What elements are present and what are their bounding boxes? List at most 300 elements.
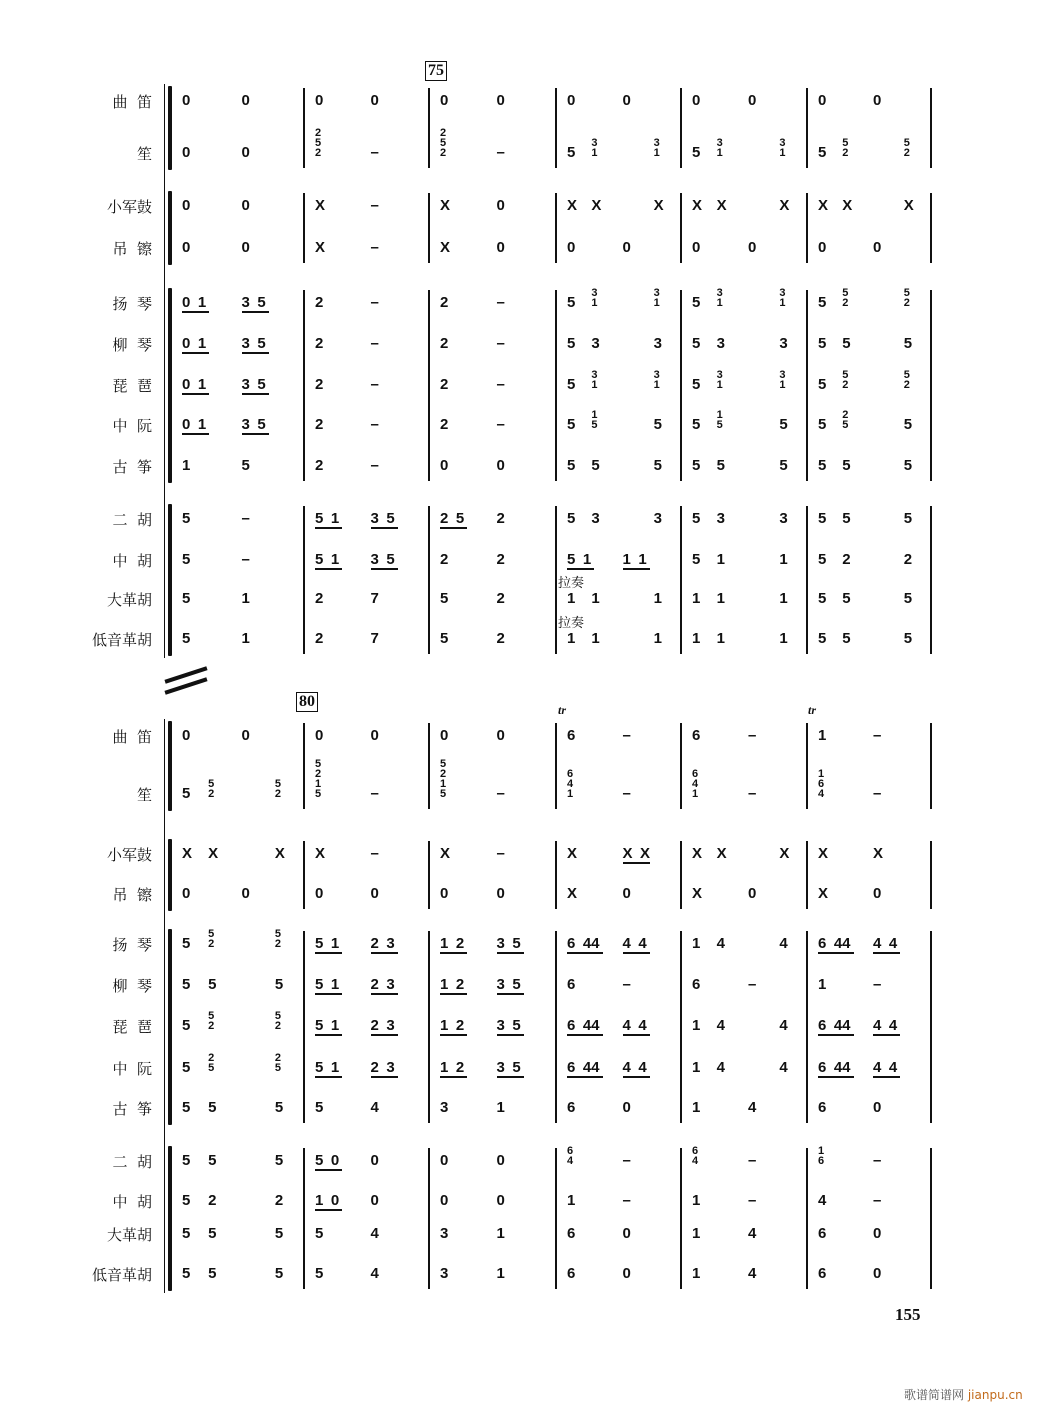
note: 5 [692,457,701,474]
chord-note: 1 [591,147,598,159]
chord-note: 6 [567,768,574,780]
note: – [622,785,631,802]
note: 2 [496,630,505,647]
note: 0 [370,1152,379,1169]
chord-note: 2 [842,409,849,421]
note: 1 [653,630,662,647]
instrument-label: 吊 镲 [112,886,152,904]
barline [428,931,430,1123]
note: 0 [748,885,757,902]
instrument-label: 古 筝 [112,1100,152,1118]
note: 0 [440,1152,449,1169]
beam [315,1209,342,1211]
instrument-label: 二 胡 [112,1153,152,1171]
beam [182,311,209,313]
group-bracket [168,86,172,170]
barline [930,290,932,481]
note: 5 [692,510,701,527]
note: 1 [182,457,191,474]
note: 5 [182,785,191,802]
note: 5 [182,590,191,607]
note: X [315,845,326,862]
note: 6 [692,727,701,744]
note: 6 [567,1265,576,1282]
note: 6 [567,976,576,993]
beam [182,433,209,435]
note: 0 [440,457,449,474]
beam [440,1076,467,1078]
beam [623,952,650,954]
note: 0 [182,92,191,109]
note: 5 [779,416,788,433]
chord-note: 1 [440,778,447,790]
note: 4 4 [622,1017,647,1034]
note: 6 44 [818,935,851,952]
barline [303,193,305,263]
note: 5 [567,510,576,527]
system-brace [164,84,165,658]
instrument-label: 笙 [136,145,152,163]
note: X [567,885,578,902]
beam [567,1034,603,1036]
note: 1 [779,551,788,568]
note: 0 [241,239,250,256]
barline [930,723,932,809]
barline [930,506,932,654]
note: X [692,885,703,902]
note: 3 [591,510,600,527]
chord-note: 2 [208,788,215,800]
barline [428,506,430,654]
note: 5 1 [315,510,340,527]
note: – [496,294,505,311]
instrument-label: 笙 [136,786,152,804]
chord-note: 5 [440,758,447,770]
beam [440,527,467,529]
note: 0 [748,92,757,109]
note: 0 [241,144,250,161]
note: 5 [818,416,827,433]
trill-mark: tr [558,703,567,717]
note: 3 5 [241,335,266,352]
note: 1 1 [622,551,647,568]
beam [567,952,603,954]
chord-note: 3 [716,287,723,299]
system-brace [164,719,165,1293]
note: 2 [274,1192,284,1209]
note: – [622,727,631,744]
barline [930,931,932,1123]
note: 0 [496,239,505,256]
note: – [241,551,250,568]
barline [680,931,682,1123]
note: 5 [274,976,284,993]
group-bracket [168,721,172,811]
note: X [653,197,664,214]
note: 3 [440,1099,449,1116]
note: – [370,845,379,862]
beam [315,993,342,995]
chord-note: 6 [692,1145,699,1157]
note: 1 [692,1265,701,1282]
barline [555,1148,557,1289]
watermark [904,1386,1023,1403]
chord-note: 4 [818,788,825,800]
note: X [818,885,829,902]
beam [182,352,209,354]
barline [930,841,932,909]
note: 1 [241,630,250,647]
barline [806,506,808,654]
note: 5 [818,590,827,607]
note: 0 [182,885,191,902]
note: 1 [692,1099,701,1116]
note: 5 [692,376,701,393]
instrument-label: 曲 笛 [112,93,152,111]
note: 2 [496,510,505,527]
instrument-label: 曲 笛 [112,728,152,746]
barline [555,931,557,1123]
note: – [748,976,757,993]
chord-note: 5 [591,419,598,431]
note: – [370,294,379,311]
note: – [748,785,757,802]
note: X [779,845,790,862]
note: X [779,197,790,214]
beam [315,952,342,954]
note: 4 [716,935,725,952]
note: 5 [653,416,662,433]
note: 5 [440,630,449,647]
note: X [440,197,451,214]
note: 6 [692,976,701,993]
note: – [496,416,505,433]
barline [680,723,682,809]
barline [303,1148,305,1289]
note: 0 [873,239,882,256]
note: 5 [182,1225,191,1242]
note: 0 [440,727,449,744]
note: 5 1 [315,976,340,993]
note: 5 [182,1265,191,1282]
note: 5 [182,1059,191,1076]
chord-note: 1 [653,147,660,159]
chord-note: 1 [716,297,723,309]
instrument-label: 古 筝 [112,458,152,476]
note: 5 [818,144,827,161]
chord-note: 3 [653,137,660,149]
barline [806,1148,808,1289]
chord-note: 6 [692,768,699,780]
chord-note: 1 [818,768,825,780]
barline [680,506,682,654]
note: 1 0 [315,1192,340,1209]
group-bracket [168,288,172,483]
chord-note: 3 [779,137,786,149]
note: 1 [567,590,576,607]
instrument-label: 吊 镲 [112,240,152,258]
chord-note: 1 [653,297,660,309]
chord-note: 1 [653,379,660,391]
note: 4 [716,1059,725,1076]
beam [623,568,650,570]
note: 5 [842,457,851,474]
note: 2 [440,294,449,311]
note: 2 [440,335,449,352]
note: 5 [241,457,250,474]
note: 4 [779,1059,788,1076]
note: 4 4 [873,935,898,952]
note: – [370,376,379,393]
note: – [241,510,250,527]
note: 7 [370,590,379,607]
note: 1 2 [440,1017,465,1034]
note: 5 [208,1099,217,1116]
chord-note: 1 [779,147,786,159]
note: 5 1 [315,935,340,952]
note: 5 [182,1152,191,1169]
note: 0 [496,1152,505,1169]
note: 0 [241,92,250,109]
chord-note: 2 [315,147,322,159]
note: 5 [692,416,701,433]
barline [555,506,557,654]
note: X [208,845,219,862]
note: – [622,976,631,993]
note: 3 [591,335,600,352]
note: 0 1 [182,294,207,311]
chord-note: 2 [274,1020,281,1032]
note: 2 [315,457,324,474]
note: 5 [208,1265,217,1282]
trill-mark: tr [808,703,817,717]
note: 0 [241,885,250,902]
note: 0 [622,92,631,109]
note: 3 5 [496,976,521,993]
beam [315,1169,342,1171]
instrument-label: 柳 琴 [112,336,152,354]
note: 4 [779,935,788,952]
note: X [716,197,727,214]
note: 1 [591,630,600,647]
group-bracket [168,191,172,265]
note: – [496,144,505,161]
note: 0 [567,92,576,109]
chord-note: 3 [591,369,598,381]
chord-note: 2 [440,768,447,780]
note: 3 5 [370,510,395,527]
instrument-label: 中 胡 [112,1193,152,1211]
note: 1 [818,727,827,744]
beam [242,393,269,395]
note: 1 [692,1225,701,1242]
note: 5 [567,144,576,161]
note: 2 [315,294,324,311]
chord-note: 3 [653,369,660,381]
chord-note: 5 [903,287,910,299]
note: 3 5 [370,551,395,568]
note: 6 44 [567,1059,600,1076]
bowing-annotation: 拉奏 [558,616,585,631]
beam [371,952,398,954]
note: 5 [818,551,827,568]
barline [806,193,808,263]
note: 0 [241,727,250,744]
barline [428,88,430,168]
note: 0 1 [182,335,207,352]
chord-note: 5 [208,1010,215,1022]
chord-note: 5 [315,758,322,770]
note: X [591,197,602,214]
note: 0 [873,92,882,109]
barline [555,290,557,481]
note: 1 2 [440,935,465,952]
note: 1 [496,1265,505,1282]
beam [315,568,342,570]
note: 5 [440,590,449,607]
chord-note: 1 [779,297,786,309]
barline [303,88,305,168]
note: 5 [716,457,725,474]
note: 3 [716,335,725,352]
note: 5 [842,590,851,607]
chord-note: 2 [208,938,215,950]
chord-note: 3 [779,287,786,299]
note: 5 [903,457,913,474]
chord-note: 2 [842,147,849,159]
note: 2 [440,416,449,433]
chord-note: 5 [274,778,281,790]
note: 0 [622,885,631,902]
note: X [440,239,451,256]
chord-note: 1 [779,379,786,391]
beam [623,1076,650,1078]
chord-note: 5 [842,369,849,381]
note: 4 [818,1192,827,1209]
note: 0 [748,239,757,256]
note: X [440,845,451,862]
note: 0 [818,239,827,256]
instrument-label: 二 胡 [112,511,152,529]
barline [680,290,682,481]
note: 4 [370,1099,379,1116]
note: X X [622,845,651,862]
barline [930,88,932,168]
instrument-label: 琵 琶 [112,1018,152,1036]
note: 5 [818,457,827,474]
note: 0 [567,239,576,256]
chord-note: 2 [208,1020,215,1032]
barline [428,723,430,809]
beam [818,1076,854,1078]
chord-note: 4 [567,1155,574,1167]
note: 2 3 [370,1059,395,1076]
note: – [496,785,505,802]
chord-note: 4 [692,778,699,790]
note: 5 [208,1225,217,1242]
chord-note: 5 [440,788,447,800]
note: 2 5 [440,510,465,527]
chord-note: 1 [591,409,598,421]
note: 0 [622,239,631,256]
note: 4 [748,1099,757,1116]
note: 5 [567,376,576,393]
note: 5 [315,1225,324,1242]
chord-note: 5 [842,287,849,299]
note: 0 [370,727,379,744]
note: 4 4 [622,1059,647,1076]
beam [873,952,900,954]
note: 5 [567,416,576,433]
beam [623,862,650,864]
note: 5 [567,294,576,311]
note: 0 [622,1265,631,1282]
note: 1 [567,1192,576,1209]
instrument-label: 琵 琶 [112,377,152,395]
instrument-label: 柳 琴 [112,977,152,995]
beam [497,1034,524,1036]
note: 0 [182,727,191,744]
note: 5 [274,1225,284,1242]
chord-note: 2 [208,1052,215,1064]
barline [680,193,682,263]
rehearsal-mark-80: 80 [296,692,318,712]
note: 4 [370,1225,379,1242]
beam [873,1034,900,1036]
note: 1 [692,590,701,607]
note: – [370,239,379,256]
note: 5 1 [315,1059,340,1076]
note: 5 [818,376,827,393]
note: 1 [591,590,600,607]
note: X [182,845,193,862]
note: 2 3 [370,935,395,952]
note: X [818,197,829,214]
chord-note: 3 [716,137,723,149]
note: – [496,845,505,862]
beam [497,1076,524,1078]
barline [303,723,305,809]
beam [315,1034,342,1036]
chord-note: 2 [274,938,281,950]
note: 1 [692,1059,701,1076]
note: 5 [903,630,913,647]
beam [371,993,398,995]
rehearsal-mark-75: 75 [425,61,447,81]
barline [806,290,808,481]
beam [315,527,342,529]
beam [371,1076,398,1078]
note: 3 [653,335,662,352]
note: 0 [496,457,505,474]
note: – [873,1192,882,1209]
note: 0 [182,197,191,214]
beam [497,952,524,954]
barline [303,841,305,909]
note: 4 [716,1017,725,1034]
note: 5 [842,510,851,527]
note: 3 [440,1265,449,1282]
beam [818,952,854,954]
note: 6 [567,1225,576,1242]
chord-note: 6 [567,1145,574,1157]
barline [930,1148,932,1289]
chord-note: 5 [440,137,447,149]
watermark-cn: 歌谱简谱网 [904,1388,965,1402]
chord-note: 3 [779,369,786,381]
chord-note: 2 [315,768,322,780]
chord-note: 3 [716,369,723,381]
